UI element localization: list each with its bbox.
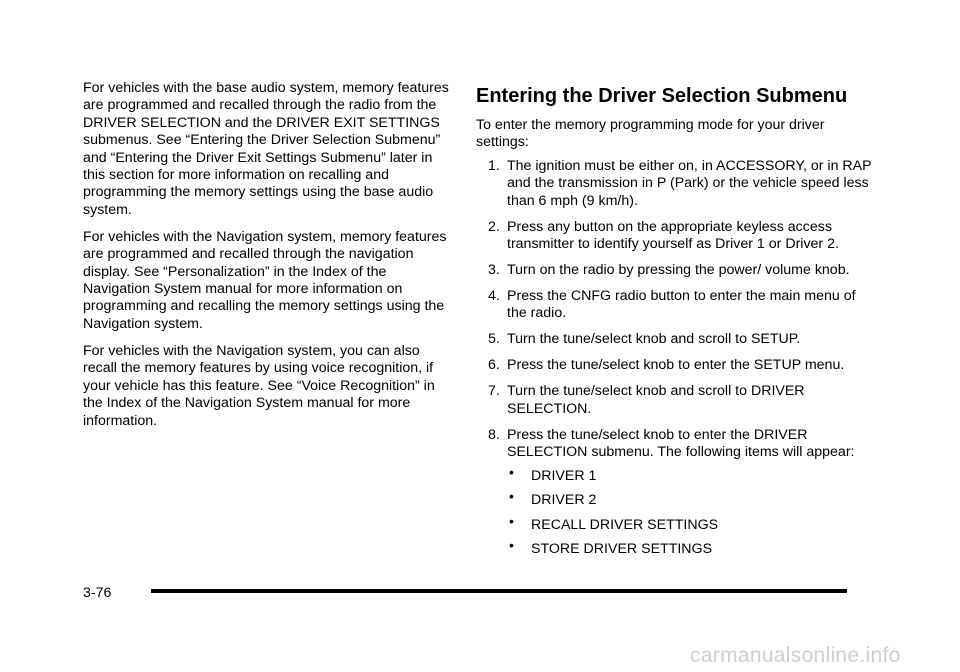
bullet-icon: • [509, 488, 514, 505]
submenu-items-list [507, 463, 876, 559]
step-text: Press the tune/select knob to enter the DRIVER SELECTION submenu. The following items will appear: [507, 426, 855, 461]
bullet-icon: • [509, 537, 514, 554]
submenu-item-label: RECALL DRIVER SETTINGS [531, 516, 719, 533]
step-number: 4. [488, 288, 500, 305]
step-number: 3. [488, 262, 500, 279]
step-number: 6. [488, 357, 500, 374]
step-item [476, 288, 876, 323]
section-heading: Entering the Driver Selection Submenu [476, 85, 848, 107]
step-text: Press the CNFG radio button to enter the main menu of the radio. [507, 288, 856, 322]
submenu-item-label: DRIVER 1 [531, 467, 597, 484]
step-text: Turn on the radio by pressing the power/ volume knob. [507, 262, 850, 279]
step-text: Press the tune/select knob to enter the SETUP menu. [507, 357, 845, 374]
watermark: carmanualsonline.info [690, 644, 901, 667]
step-item [476, 262, 876, 279]
step-text: The ignition must be either on, in ACCESSORY, or in RAP and the transmission in P (Park) or the vehicle speed less than 6 mph (9 km/h). [507, 157, 872, 209]
submenu-item [507, 488, 876, 509]
step-item [476, 158, 876, 210]
step-text: Turn the tune/select knob and scroll to SETUP. [507, 331, 801, 348]
page-number: 3-76 [83, 585, 112, 601]
step-item [476, 219, 876, 254]
paragraph-voice-recognition: For vehicles with the Navigation system, you can also recall the memory features by using voice recognition, if your vehicle has this feature. See “Voice Recognition” in the Index of the Navigation System manual for more information. [83, 342, 435, 429]
step-number: 2. [488, 218, 500, 235]
step-item [476, 331, 876, 348]
paragraph-navigation-display: For vehicles with the Navigation system, memory features are programmed and recalled through the navigation display. See “Personalization” in the Index of the Navigation System manual for more information on programming and recalling the memory settings using the Navigation system. [83, 228, 447, 332]
step-number: 7. [488, 383, 500, 400]
submenu-item-label: DRIVER 2 [531, 492, 597, 509]
step-number: 5. [488, 331, 500, 348]
paragraph-base-audio: For vehicles with the base audio system, memory features are programmed and recalled through the radio from the DRIVER SELECTION and the DRIVER EXIT SETTINGS submenus. See “Entering the Driver Selection Submenu” and “Entering the Driver Exit Settings Submenu” later in this section for more information on recalling and programming the memory settings using the base audio system. [83, 80, 449, 218]
bullet-icon: • [509, 463, 514, 480]
step-item [476, 383, 876, 418]
step-text: Turn the tune/select knob and scroll to DRIVER SELECTION. [507, 383, 805, 417]
submenu-item [507, 512, 876, 534]
step-text: Press any button on the appropriate keyless access transmitter to identify yourself as Driver 1 or Driver 2. [507, 218, 839, 253]
submenu-item [507, 463, 876, 485]
submenu-item-label: STORE DRIVER SETTINGS [531, 541, 713, 558]
submenu-item [507, 537, 876, 558]
step-number: 8. [488, 426, 500, 443]
step-number: 1. [488, 157, 500, 174]
bullet-icon: • [509, 512, 514, 529]
steps-list [476, 158, 876, 559]
step-item [476, 357, 876, 374]
footer-rule [151, 589, 847, 593]
left-column [83, 80, 453, 440]
intro-text: To enter the memory programming mode for your driver settings: [476, 117, 825, 151]
right-column [476, 84, 876, 567]
step-item [476, 427, 876, 559]
